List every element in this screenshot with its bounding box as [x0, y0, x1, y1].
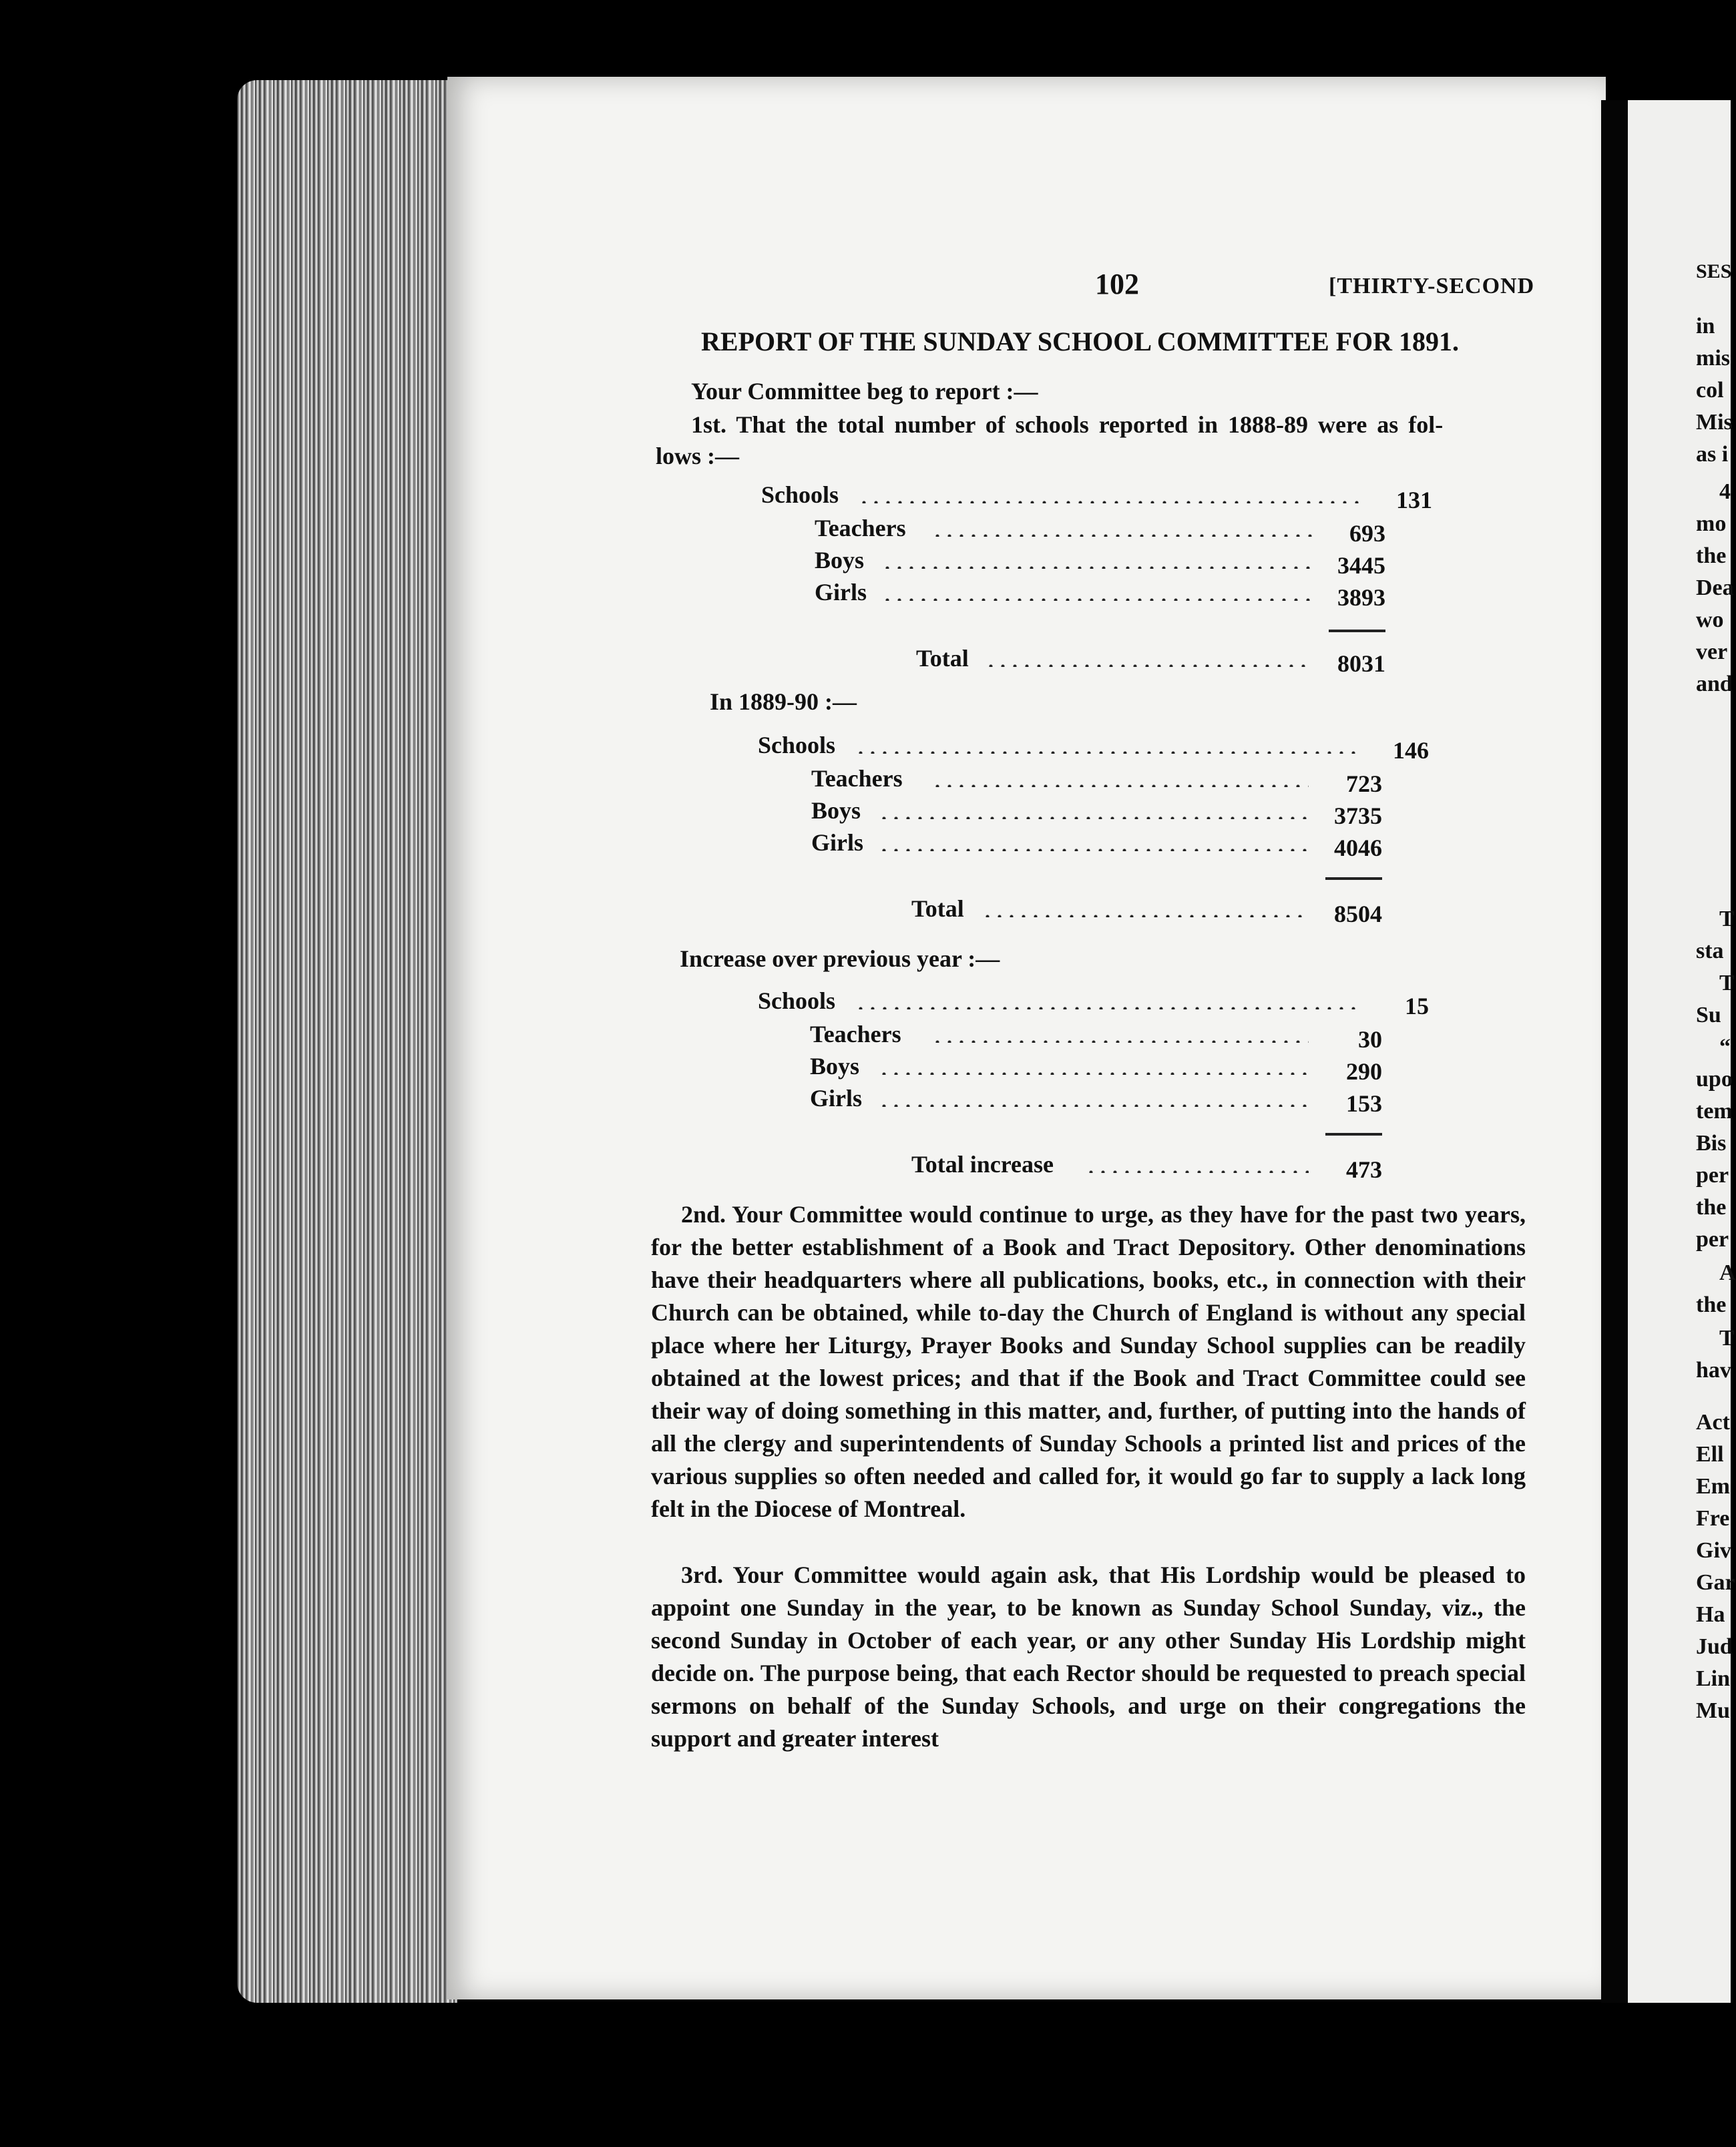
- schools-label: Schools: [761, 481, 839, 508]
- facing-line: Ell: [1696, 1442, 1724, 1467]
- teachers-label: Teachers: [810, 1021, 901, 1047]
- girls-label: Girls: [815, 579, 867, 606]
- leader-dots: [878, 1104, 1309, 1107]
- facing-line: Act: [1696, 1410, 1730, 1435]
- schools-label: Schools: [758, 732, 836, 758]
- girls-value: 4046: [1334, 834, 1382, 861]
- facing-line: per: [1696, 1227, 1729, 1252]
- running-head: [THIRTY-SECOND: [1329, 274, 1535, 298]
- teachers-label: Teachers: [811, 765, 903, 792]
- facing-line: tem: [1696, 1099, 1733, 1124]
- boys-label: Boys: [811, 797, 861, 824]
- report-title: REPORT OF THE SUNDAY SCHOOL COMMITTEE FOR 1891.: [701, 326, 1460, 356]
- paragraph-second: 2nd. Your Committee would continue to urge, as they have for the past two years, for the better establishment of a Book and Tract Depository. Other denominations have their headquarters where all publications, books, etc., in connection with their Church can be obtained, while to-day the Church of England is without any special place where her Liturgy, Prayer Books and Sunday School supplies can be readily obtained at the lowest prices; and that if the Book and Tract Committee could see their way of doing something in this matter, and, further, of putting into the hands of all the clergy and superintendents of Sunday Schools a printed list and prices of the various supplies so often needed and called for, it would go far to supply a lack long felt in the Diocese of Montreal.: [651, 1201, 1526, 1522]
- total-label: Total: [916, 645, 969, 672]
- teachers-value: 723: [1346, 770, 1382, 797]
- leader-dots: [931, 784, 1309, 787]
- schools-value: 146: [1393, 737, 1429, 764]
- teachers-value: 30: [1358, 1026, 1382, 1053]
- paragraph-third: 3rd. Your Committee would again ask, that His Lordship would be pleased to appoint one Sunday in the year, to be known as Sunday School Sunday, viz., the second Sunday in October of each year, or any other Sunday His Lordship might decide on. The purpose being, that each Rector should be requested to preach special sermons on behalf of the Sunday Schools, and urge on their congregations the support and greater interest: [651, 1562, 1526, 1752]
- heading-increase: Increase over previous year :—: [680, 945, 1000, 972]
- facing-line: Em: [1696, 1474, 1730, 1499]
- facing-line: Mu: [1696, 1698, 1730, 1723]
- leader-dots: [1085, 1170, 1309, 1173]
- girls-value: 3893: [1337, 584, 1385, 611]
- facing-line: sta: [1696, 939, 1724, 963]
- facing-line: Mis: [1696, 410, 1733, 435]
- facing-line: A: [1719, 1260, 1736, 1285]
- facing-page-head: SES: [1696, 260, 1732, 282]
- facing-line: the: [1696, 1292, 1727, 1317]
- total-value: 8031: [1337, 650, 1385, 677]
- facing-line: and: [1696, 672, 1733, 696]
- schools-label: Schools: [758, 987, 836, 1014]
- facing-line: mo: [1696, 511, 1727, 536]
- leader-dots: [881, 566, 1312, 569]
- first-item-line-1: 1st. That the total number of schools reported in 1888-89 were as fol-: [691, 411, 1444, 438]
- facing-line: wo: [1696, 608, 1724, 632]
- facing-line: 4: [1719, 479, 1731, 504]
- total-label: Total: [911, 895, 964, 922]
- teachers-label: Teachers: [815, 515, 906, 541]
- leader-dots: [878, 849, 1309, 851]
- facing-line: Giv: [1696, 1538, 1731, 1563]
- facing-line: col: [1696, 378, 1724, 403]
- facing-line: Ha: [1696, 1602, 1725, 1627]
- girls-label: Girls: [811, 829, 863, 856]
- total-value: 8504: [1334, 901, 1382, 927]
- facing-line: T: [1719, 1326, 1735, 1351]
- girls-label: Girls: [810, 1085, 862, 1112]
- boys-value: 3445: [1337, 552, 1385, 579]
- schools-value: 15: [1405, 993, 1429, 1019]
- facing-line: Bis: [1696, 1131, 1727, 1156]
- heading-1889-90: In 1889-90 :—: [710, 688, 857, 715]
- facing-line: Su: [1696, 1003, 1721, 1027]
- facing-line: mis: [1696, 346, 1730, 371]
- boys-value: 3735: [1334, 802, 1382, 829]
- facing-line: Fre: [1696, 1506, 1730, 1531]
- facing-line: the: [1696, 1195, 1727, 1220]
- facing-line: upo: [1696, 1067, 1733, 1092]
- facing-line: ver: [1696, 640, 1728, 664]
- schools-value: 131: [1396, 487, 1432, 513]
- facing-line: hav: [1696, 1358, 1731, 1383]
- book-page-edges: [237, 80, 457, 2003]
- facing-line: Lin: [1696, 1666, 1731, 1691]
- page-gutter: [1601, 100, 1628, 2003]
- intro-line: Your Committee beg to report :—: [691, 378, 1038, 405]
- leader-dots: [982, 915, 1309, 917]
- girls-value: 153: [1346, 1090, 1382, 1117]
- leader-dots: [878, 816, 1309, 819]
- facing-line: T: [1719, 971, 1735, 995]
- sum-rule: [1325, 877, 1382, 880]
- facing-line: Dea: [1696, 575, 1734, 600]
- leader-dots: [878, 1072, 1309, 1075]
- page-number: 102: [1095, 268, 1139, 300]
- total-label: Total increase: [911, 1151, 1054, 1178]
- facing-line: “: [1719, 1035, 1731, 1059]
- boys-label: Boys: [810, 1053, 860, 1080]
- facing-line: Jud: [1696, 1634, 1733, 1659]
- facing-line: as i: [1696, 442, 1729, 467]
- facing-line: T: [1719, 907, 1735, 931]
- boys-label: Boys: [815, 547, 865, 573]
- leader-dots: [881, 598, 1312, 601]
- teachers-value: 693: [1349, 520, 1385, 547]
- sum-rule: [1329, 630, 1385, 632]
- leader-dots: [985, 664, 1312, 667]
- facing-line: per: [1696, 1163, 1729, 1188]
- leader-dots: [931, 1040, 1309, 1043]
- first-item-line-2: lows :—: [656, 443, 739, 469]
- facing-line: the: [1696, 543, 1727, 568]
- facing-line: Gar: [1696, 1570, 1735, 1595]
- boys-value: 290: [1346, 1058, 1382, 1085]
- total-value: 473: [1346, 1156, 1382, 1183]
- facing-line: in: [1696, 314, 1715, 338]
- sum-rule: [1325, 1133, 1382, 1136]
- leader-dots: [931, 534, 1312, 537]
